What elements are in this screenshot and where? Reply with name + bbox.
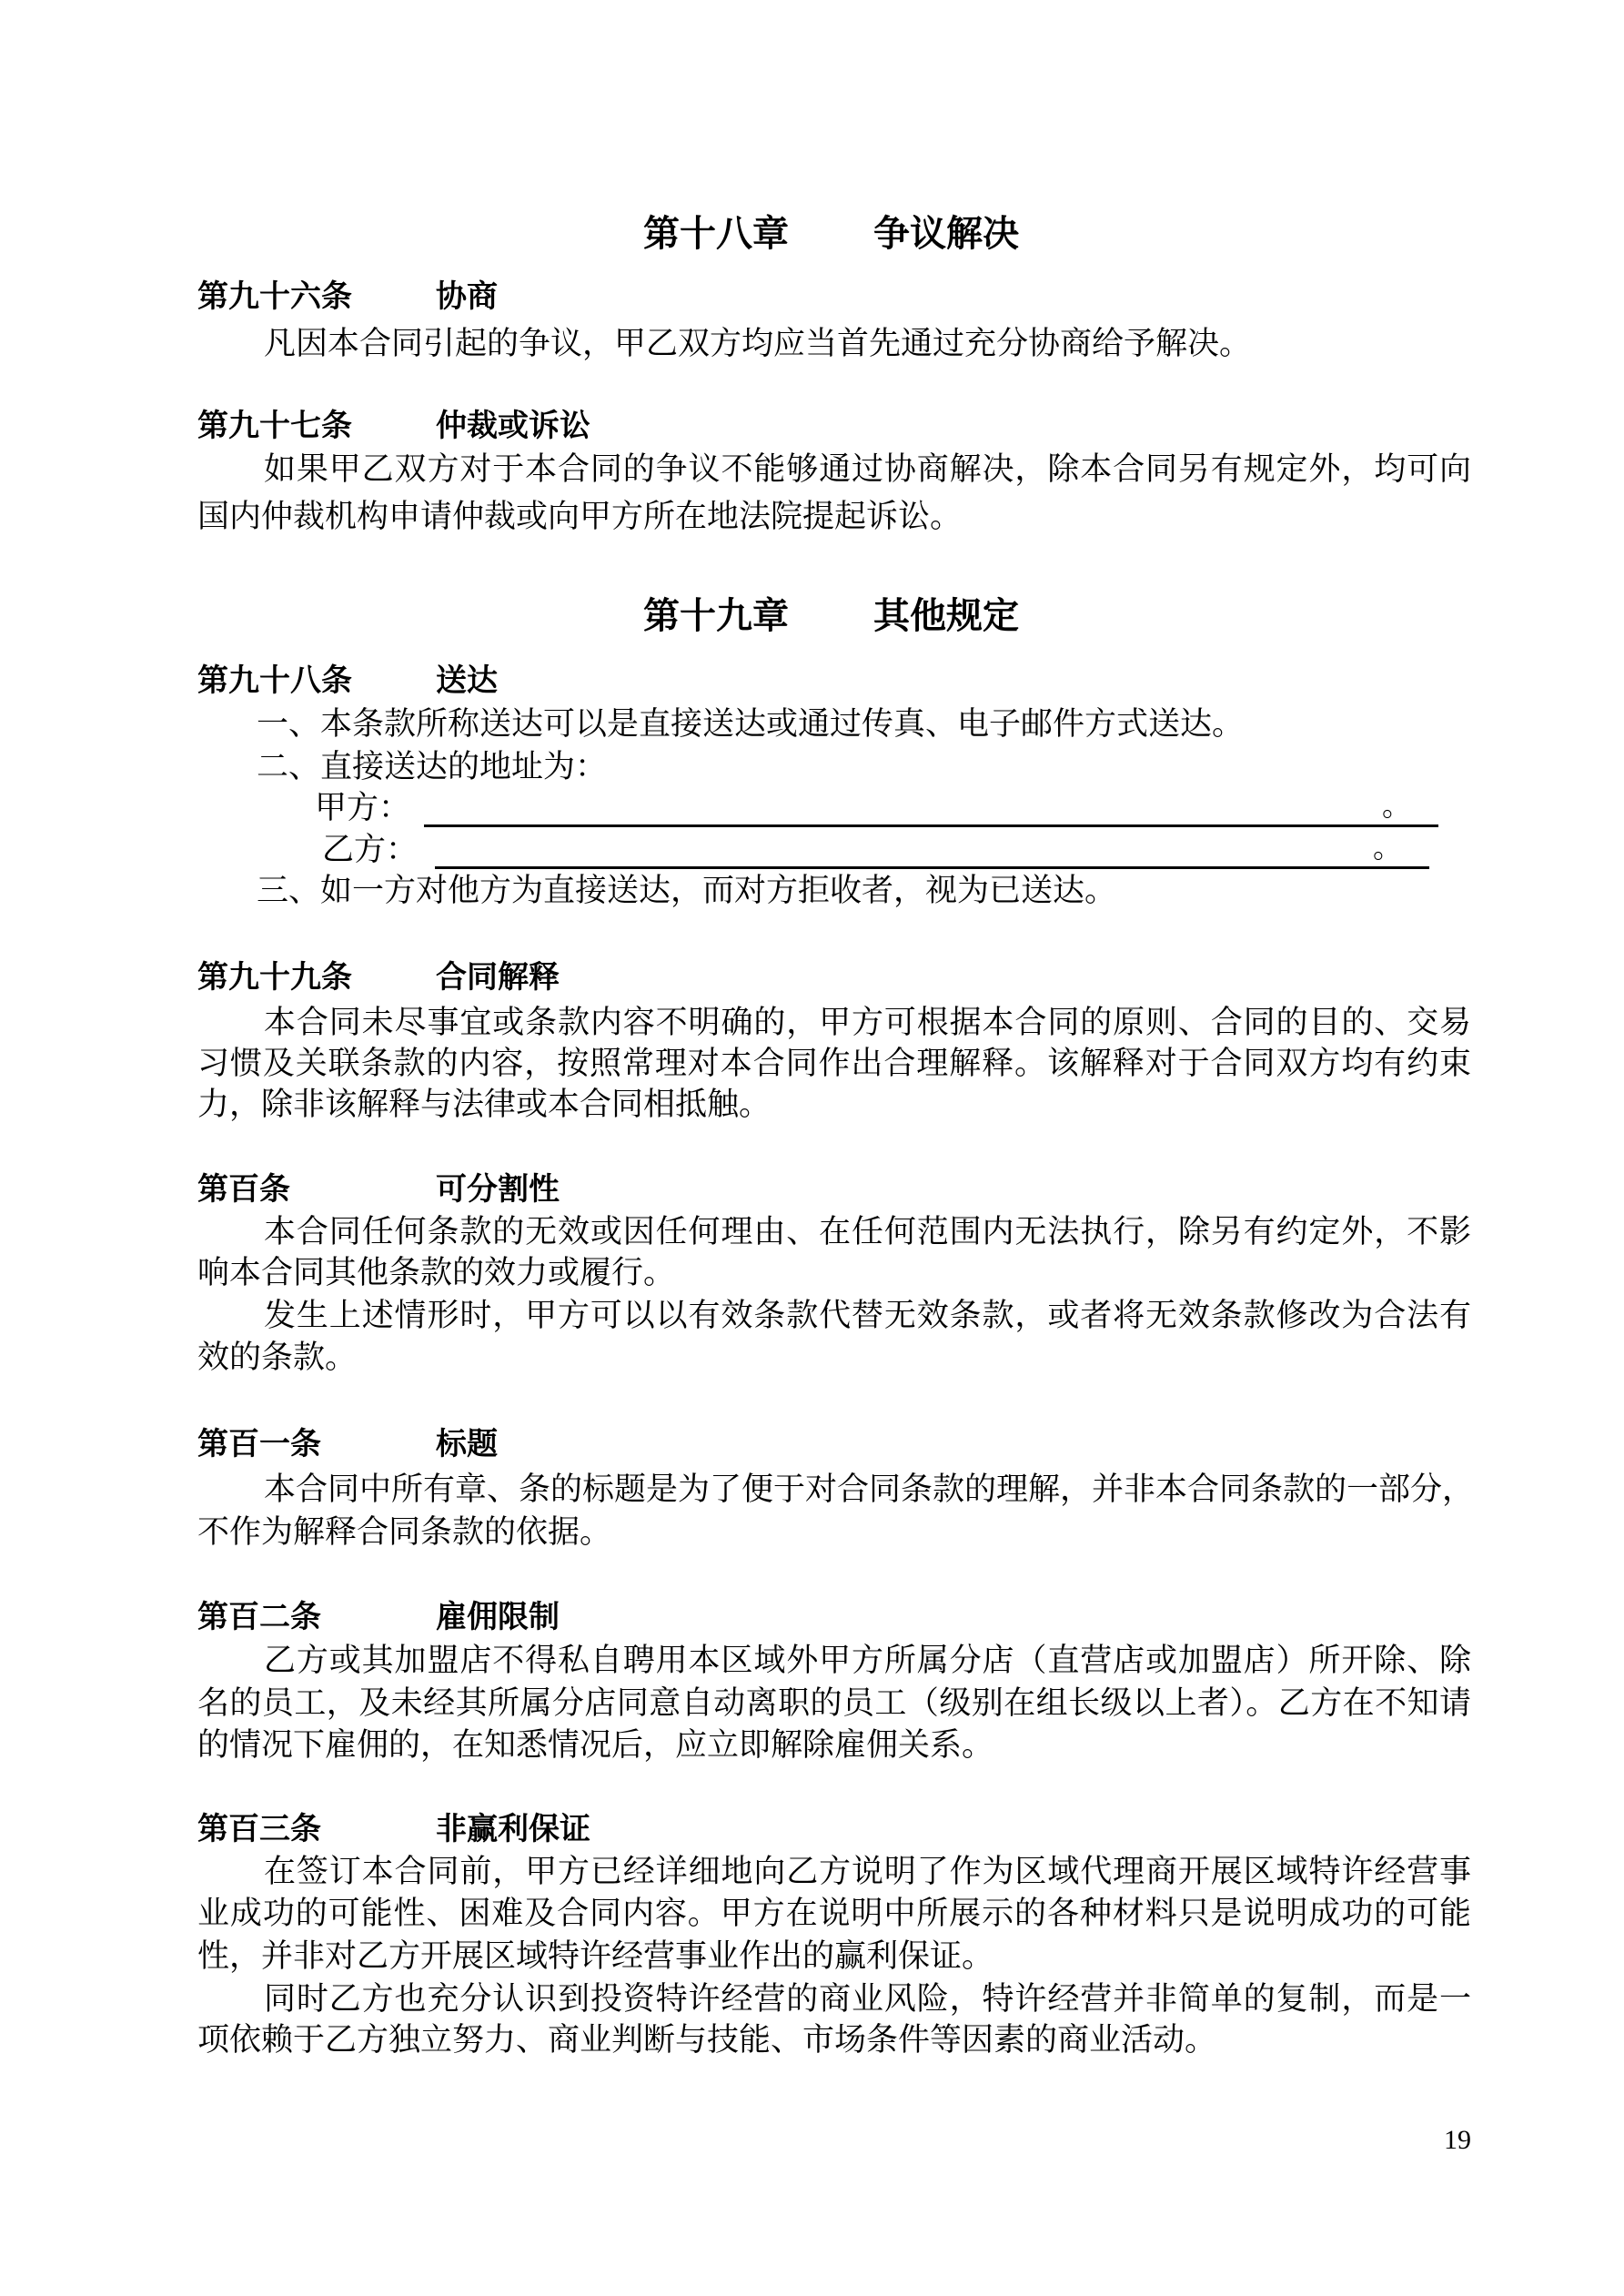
chapter-number: 第十八章 <box>643 213 789 255</box>
article-100-heading <box>197 1168 1471 1210</box>
article-title: 标题 <box>436 1426 498 1462</box>
chapter-number: 第十九章 <box>643 595 789 637</box>
paragraph-line: 效的条款。 <box>197 1340 358 1376</box>
article-number: 第百三条 <box>197 1811 321 1847</box>
paragraph-line: 乙方或其加盟店不得私自聘用本区域外甲方所属分店（直营店或加盟店）所开除、除 <box>264 1643 1471 1679</box>
paragraph-line: 性，并非对乙方开展区域特许经营事业作出的赢利保证。 <box>197 1938 994 1975</box>
article-number: 第百二条 <box>197 1599 321 1635</box>
article-title: 可分割性 <box>436 1171 560 1208</box>
article-number: 第百条 <box>197 1171 290 1208</box>
paragraph-line: 业成功的可能性、困难及合同内容。甲方在说明中所展示的各种材料只是说明成功的可能 <box>197 1896 1471 1932</box>
article-title: 送达 <box>436 663 498 699</box>
chapter-title: 其他规定 <box>873 595 1019 637</box>
paragraph-line: 在签订本合同前，甲方已经详细地向乙方说明了作为区域代理商开展区域特许经营事 <box>264 1854 1471 1890</box>
article-number: 第九十七条 <box>197 408 352 444</box>
chapter-title: 争议解决 <box>873 213 1019 255</box>
paragraph-line: 习惯及关联条款的内容，按照常理对本合同作出合理解释。该解释对于合同双方均有约束 <box>197 1046 1471 1082</box>
paragraph-line: 二、直接送达的地址为： <box>257 749 608 785</box>
article-number: 第九十八条 <box>197 663 352 699</box>
paragraph-line: 本合同未尽事宜或条款内容不明确的，甲方可根据本合同的原则、合同的目的、交易 <box>264 1005 1471 1041</box>
party-a-label: 甲方： <box>315 790 411 826</box>
article-99-heading <box>197 956 1471 998</box>
paragraph-line: 一、本条款所称送达可以是直接送达或通过传真、电子邮件方式送达。 <box>257 706 1245 743</box>
article-97-heading <box>197 405 1471 447</box>
party-b-label: 乙方： <box>322 832 419 868</box>
article-title: 合同解释 <box>436 959 560 996</box>
article-98-heading <box>197 660 1471 702</box>
paragraph-line: 项依赖于乙方独立努力、商业判断与技能、市场条件等因素的商业活动。 <box>197 2022 1217 2058</box>
page-number: 19 <box>1444 2125 1471 2155</box>
article-title: 协商 <box>436 278 498 315</box>
paragraph-line: 响本合同其他条款的效力或履行。 <box>197 1255 676 1291</box>
paragraph-line: 本合同中所有章、条的标题是为了便于对合同条款的理解，并非本合同条款的一部分， <box>264 1472 1475 1508</box>
end-mark: 。 <box>1372 830 1402 865</box>
article-103-heading <box>197 1808 1471 1850</box>
paragraph-line: 力，除非该解释与法律或本合同相抵触。 <box>197 1087 772 1123</box>
paragraph-line: 同时乙方也充分认识到投资特许经营的商业风险，特许经营并非简单的复制，而是一 <box>264 1981 1471 2018</box>
article-title: 非赢利保证 <box>436 1811 590 1847</box>
party-a-address-blank <box>424 790 1438 827</box>
paragraph-line: 不作为解释合同条款的依据。 <box>197 1514 612 1551</box>
article-102-heading <box>197 1596 1471 1638</box>
end-mark: 。 <box>1381 788 1411 823</box>
article-101-heading <box>197 1423 1471 1465</box>
article-number: 第九十九条 <box>197 959 352 996</box>
party-b-address-blank <box>435 832 1429 869</box>
article-number: 第百一条 <box>197 1426 321 1462</box>
paragraph-line: 的情况下雇佣的，在知悉情况后，应立即解除雇佣关系。 <box>197 1727 994 1764</box>
article-title: 仲裁或诉讼 <box>436 408 590 444</box>
paragraph-line: 国内仲裁机构申请仲裁或向甲方所在地法院提起诉讼。 <box>197 499 963 535</box>
paragraph-line: 发生上述情形时，甲方可以以有效条款代替无效条款，或者将无效条款修改为合法有 <box>264 1298 1471 1334</box>
article-96-heading <box>197 276 1471 318</box>
paragraph-line: 名的员工，及未经其所属分店同意自动离职的员工（级别在组长级以上者）。乙方在不知请 <box>197 1685 1471 1722</box>
article-number: 第九十六条 <box>197 278 352 315</box>
paragraph-line: 本合同任何条款的无效或因任何理由、在任何范围内无法执行，除另有约定外，不影 <box>264 1214 1471 1250</box>
paragraph-line: 如果甲乙双方对于本合同的争议不能够通过协商解决，除本合同另有规定外，均可向 <box>264 451 1471 488</box>
article-title: 雇佣限制 <box>436 1599 560 1635</box>
paragraph-line: 三、如一方对他方为直接送达，而对方拒收者，视为已送达。 <box>257 873 1117 909</box>
paragraph-line: 凡因本合同引起的争议，甲乙双方均应当首先通过充分协商给予解决。 <box>264 326 1252 362</box>
